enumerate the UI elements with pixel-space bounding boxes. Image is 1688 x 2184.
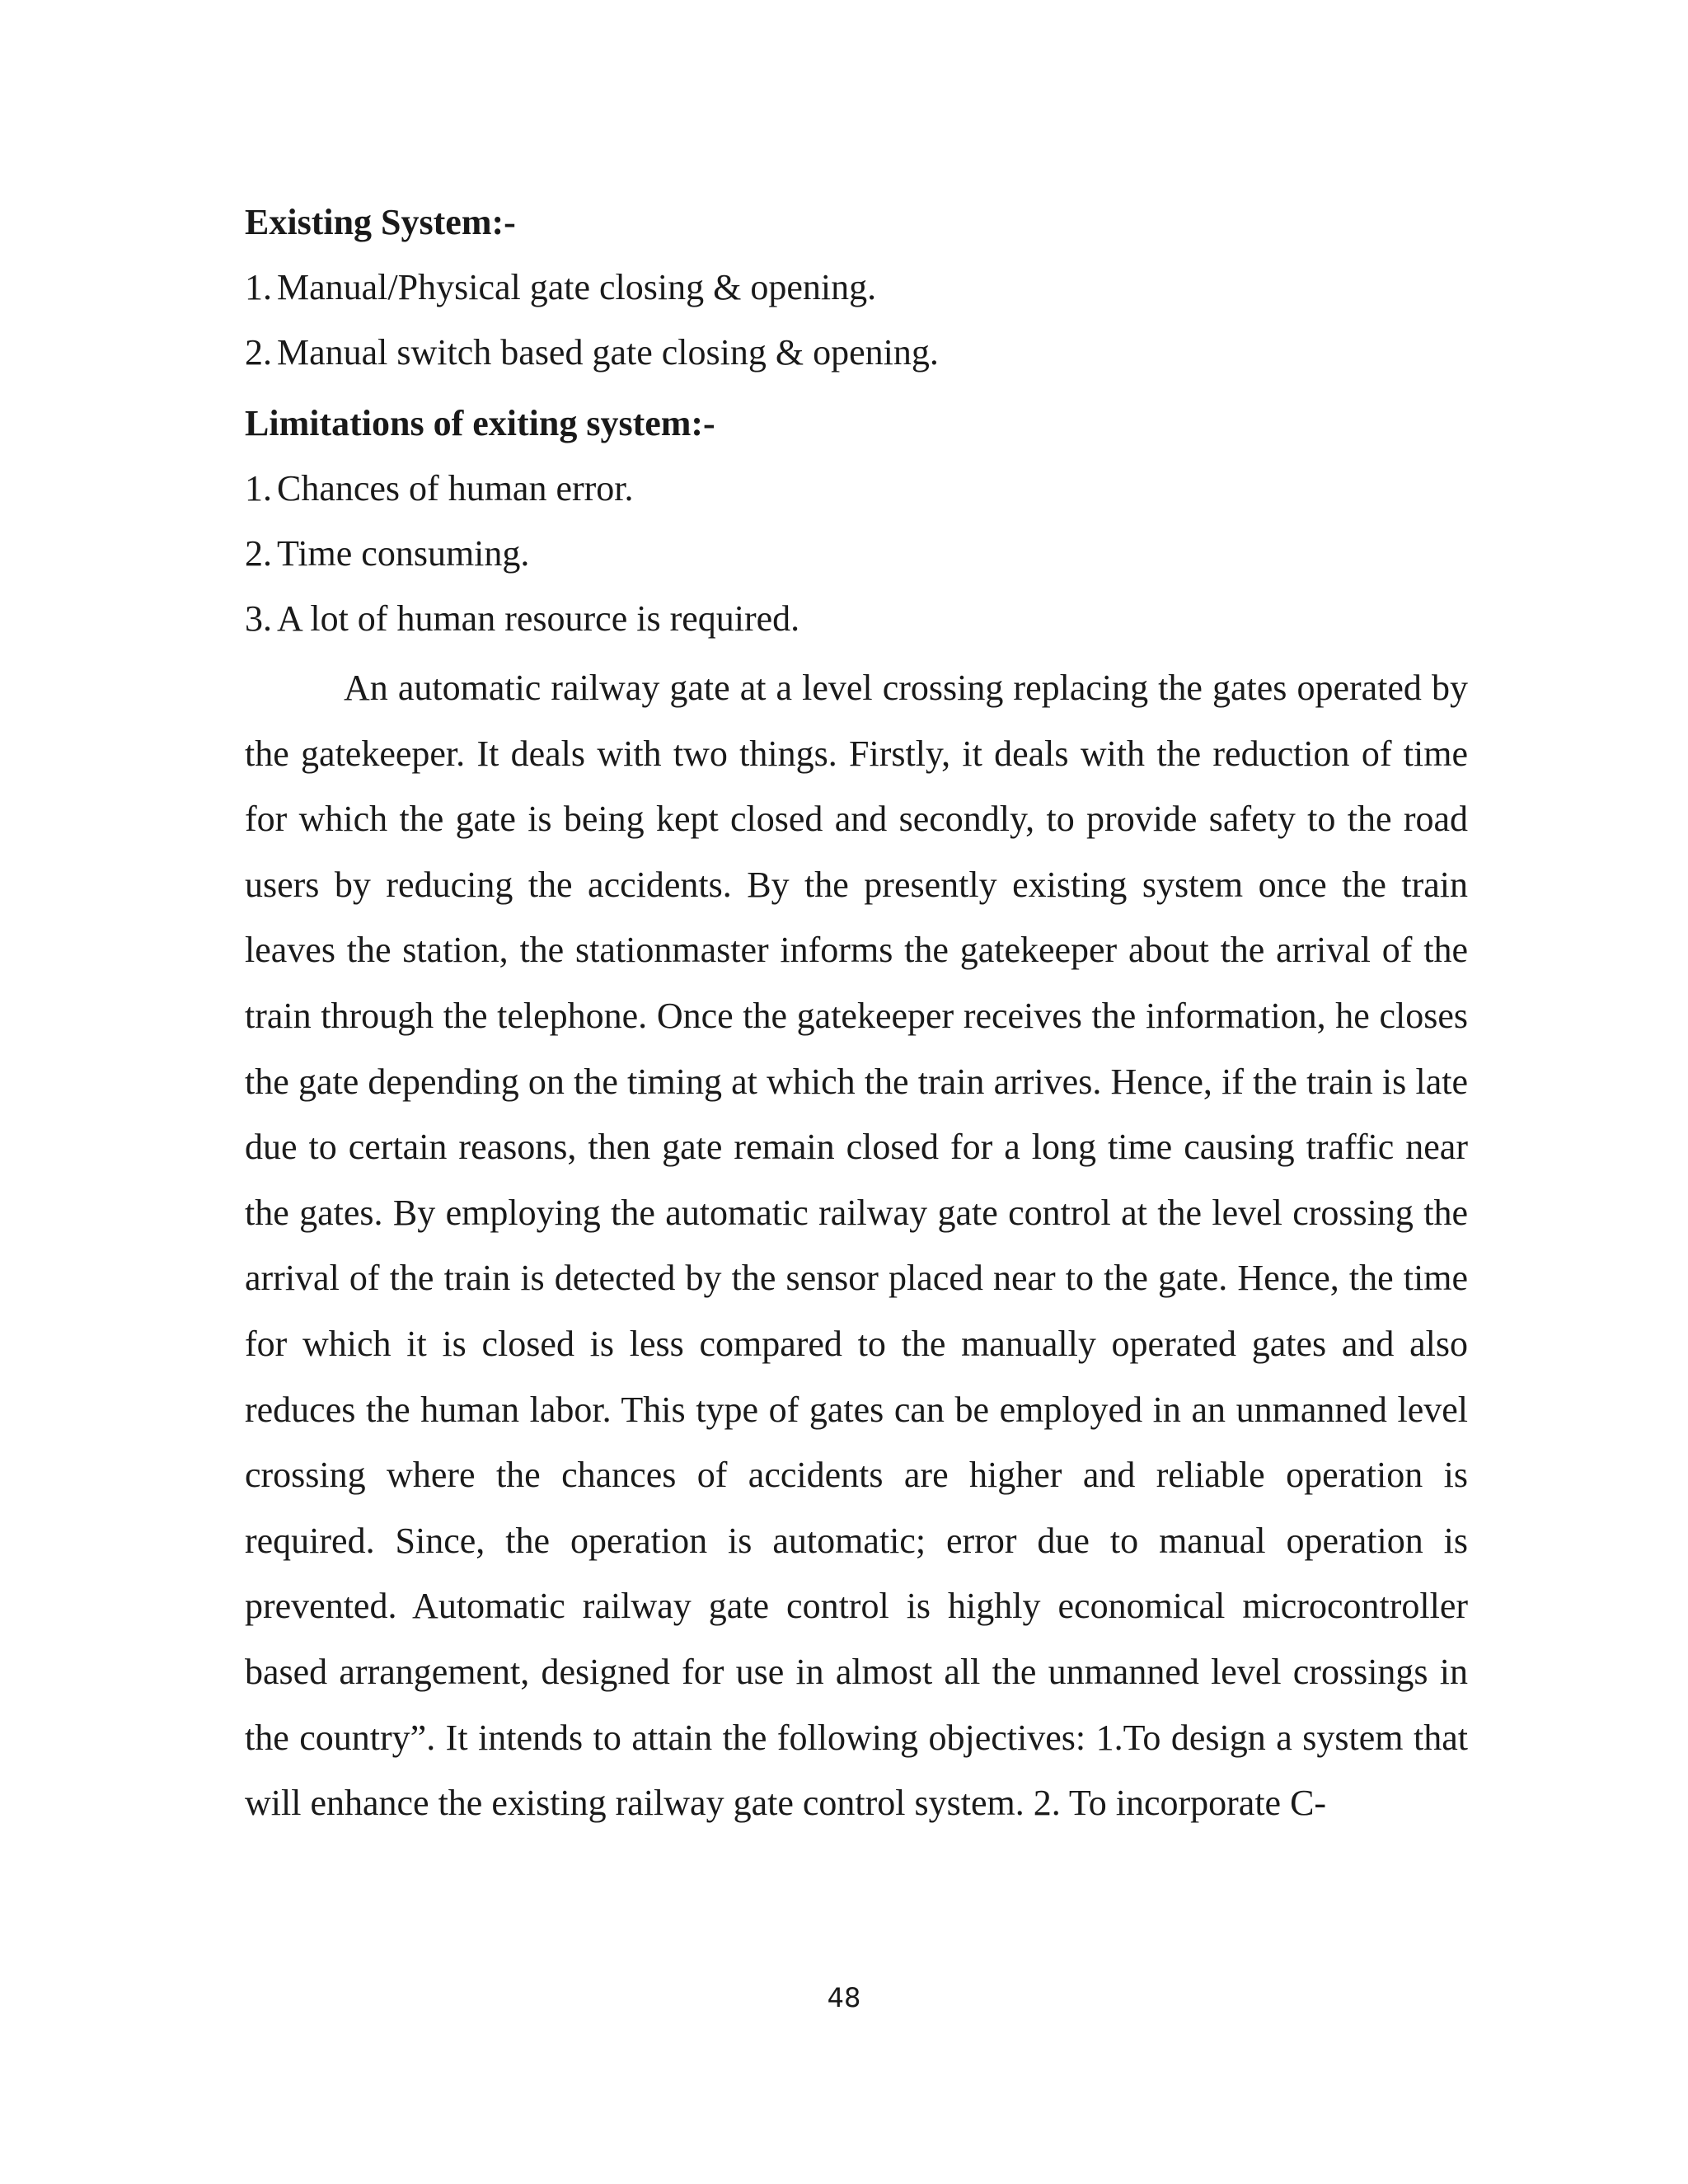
list-item-text: Manual/Physical gate closing & opening. (277, 267, 877, 307)
list-item-number: 2. (245, 332, 272, 373)
list-item (245, 594, 1468, 644)
list-item-text: Chances of human error. (277, 468, 634, 509)
list-item (245, 529, 1468, 579)
list-item-number: 3. (245, 598, 272, 639)
list-item-number: 2. (245, 533, 272, 574)
document-page (245, 198, 1468, 1836)
limitations-heading: Limitations of exiting system:- (245, 403, 715, 443)
list-item-number: 1. (245, 468, 272, 509)
list-item (245, 263, 1468, 312)
list-item-text: Manual switch based gate closing & opening. (277, 332, 939, 373)
page-number: 48 (827, 1982, 861, 2013)
list-item-number: 1. (245, 267, 272, 307)
list-item-text: A lot of human resource is required. (277, 598, 800, 639)
limitations-list (245, 464, 1468, 644)
list-item (245, 464, 1468, 513)
list-item (245, 328, 1468, 377)
list-item-text: Time consuming. (277, 533, 530, 574)
body-paragraph: An automatic railway gate at a level crossing replacing the gates operated by the gatekeeper. It deals with two things. Firstly, it deals with the reduction of time for which the gate is being kept closed and secondly, to provide safety to the road users by reducing the accidents. By the presently existing system once the train leaves the station, the stationmaster informs the gatekeeper about the arrival of the train through the telephone. Once the gatekeeper receives the information, he closes the gate depending on the timing at which the train arrives. Hence, if the train is late due to certain reasons, then gate remain closed for a long time causing traffic near the gates. By employing the automatic railway gate control at the level crossing the arrival of the train is detected by the sensor placed near to the gate. Hence, the time for which it is closed is less compared to the manually operated gates and also reduces the human labor. This type of gates can be employed in an unmanned level crossing where the chances of accidents are higher and reliable operation is required. Since, the operation is automatic; error due to manual operation is prevented. Automatic railway gate control is highly economical microcontroller based arrangement, designed for use in almost all the unmanned level crossings in the country”. It intends to attain the following objectives: 1.To design a system that will enhance the existing railway gate control system. 2. To incorporate C- (245, 668, 1468, 1824)
existing-system-list (245, 263, 1468, 377)
existing-system-heading: Existing System:- (245, 202, 516, 242)
